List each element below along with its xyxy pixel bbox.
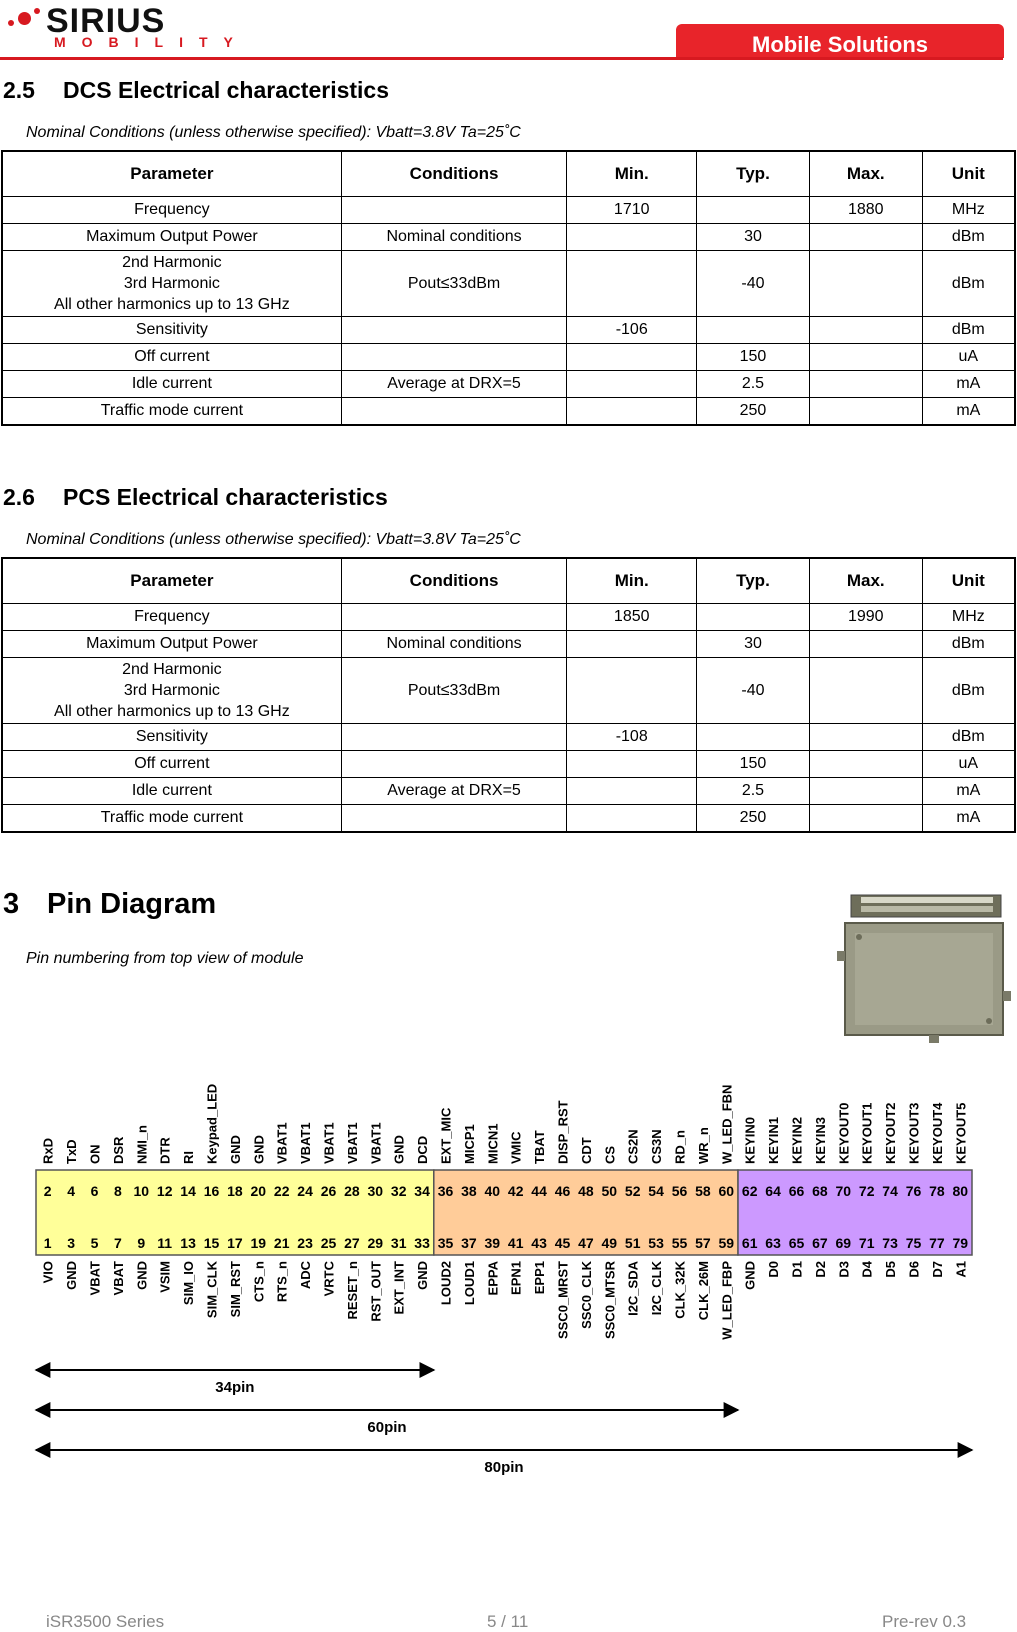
column-header: Min.: [567, 558, 697, 604]
pin-number-bottom: 29: [367, 1235, 384, 1251]
pin-label-top: CS3N: [649, 1129, 665, 1164]
table-cell: [567, 251, 697, 317]
pin-number-bottom: 61: [741, 1235, 758, 1251]
mobile-solutions-tab: Mobile Solutions: [676, 24, 1004, 58]
pin-label-top: CS: [602, 1145, 618, 1164]
pin-label-bottom: RST_OUT: [368, 1261, 384, 1322]
pin-label-top: CDT: [578, 1137, 594, 1164]
pin-label-top: RD_n: [672, 1130, 688, 1164]
pin-number-bottom: 71: [858, 1235, 875, 1251]
table-row: [2, 604, 1015, 631]
table-cell: [809, 778, 922, 805]
pin-label-bottom: A1: [953, 1261, 969, 1278]
table-cell: [341, 805, 567, 833]
table-cell: [697, 197, 810, 224]
table-cell: uA: [922, 751, 1015, 778]
pin-number-top: 14: [180, 1183, 196, 1199]
table-cell: dBm: [922, 631, 1015, 658]
table-cell: [809, 751, 922, 778]
table-cell: dBm: [922, 251, 1015, 317]
pin-label-bottom: GND: [415, 1261, 431, 1290]
table-cell: Sensitivity: [2, 724, 341, 751]
pin-number-bottom: 75: [905, 1235, 922, 1251]
pin-label-top: VBAT1: [368, 1122, 384, 1164]
table-cell: [809, 398, 922, 426]
pin-label-top: KEYIN0: [742, 1117, 758, 1164]
logo-wordmark: SIRIUS: [46, 2, 166, 40]
table-cell: 250: [697, 805, 810, 833]
pin-number-bottom: 59: [718, 1235, 735, 1251]
pin-label-top: GND: [227, 1135, 243, 1164]
table-cell: 30: [697, 631, 810, 658]
column-header: Conditions: [341, 151, 567, 197]
pin-number-bottom: 7: [114, 1235, 122, 1251]
pin-label-top: W_LED_FBN: [719, 1084, 735, 1164]
table-cell: dBm: [922, 724, 1015, 751]
table-cell: Average at DRX=5: [341, 371, 567, 398]
table-cell: [809, 251, 922, 317]
pin-label-bottom: LOUD1: [461, 1261, 477, 1306]
pin-number-bottom: 49: [601, 1235, 618, 1251]
pin-number-top: 38: [461, 1183, 477, 1199]
pin-number-bottom: 51: [624, 1235, 641, 1251]
table-cell: Average at DRX=5: [341, 778, 567, 805]
pin-label-top: KEYOUT1: [859, 1102, 875, 1164]
pin-label-bottom: VRTC: [321, 1261, 337, 1297]
pin-label-top: Keypad_LED: [204, 1083, 220, 1164]
pin-number-top: 16: [203, 1183, 220, 1199]
table-row: [2, 631, 1015, 658]
pin-number-top: 8: [114, 1183, 122, 1199]
pin-number-top: 52: [624, 1183, 641, 1199]
pin-number-top: 12: [156, 1183, 173, 1199]
pin-number-bottom: 15: [203, 1235, 220, 1251]
pin-diagram-note: Pin numbering from top view of module: [26, 950, 304, 967]
table-cell: Pout≤33dBm: [341, 658, 567, 724]
table-cell: 1990: [809, 604, 922, 631]
pin-number-top: 62: [741, 1183, 758, 1199]
table-cell: [809, 371, 922, 398]
table-cell: 1850: [567, 604, 697, 631]
pin-number-bottom: 17: [227, 1235, 243, 1251]
table-row: [2, 224, 1015, 251]
pin-label-top: RxD: [40, 1137, 56, 1164]
pin-number-top: 80: [952, 1183, 969, 1199]
table-cell: [809, 224, 922, 251]
pin-label-bottom: SSC0_CLK: [578, 1261, 594, 1329]
table-row: [2, 344, 1015, 371]
pin-label-bottom: VBAT: [87, 1261, 103, 1296]
pin-number-top: 36: [437, 1183, 454, 1199]
pin-label-top: KEYOUT4: [929, 1102, 945, 1164]
pin-label-top: GND: [391, 1135, 407, 1164]
table-cell: [567, 371, 697, 398]
table-cell: Traffic mode current: [2, 805, 341, 833]
pin-number-top: 72: [858, 1183, 875, 1199]
pin-label-top: NMI_n: [134, 1125, 150, 1164]
table-row: [2, 778, 1015, 805]
pin-number-bottom: 13: [180, 1235, 196, 1251]
pin-number-bottom: 27: [344, 1235, 360, 1251]
table-cell: [697, 317, 810, 344]
table-cell: 1880: [809, 197, 922, 224]
table-cell: [809, 344, 922, 371]
table-cell: MHz: [922, 604, 1015, 631]
table-row: [2, 805, 1015, 833]
pin-number-top: 64: [765, 1183, 781, 1199]
table-cell: [567, 778, 697, 805]
pin-number-bottom: 35: [437, 1235, 454, 1251]
table-cell: 2.5: [697, 778, 810, 805]
table-cell: dBm: [922, 317, 1015, 344]
footer-page-number: 5 / 11: [487, 1612, 529, 1631]
table-cell: 150: [697, 751, 810, 778]
table-cell: [341, 751, 567, 778]
logo-dots-icon: [6, 6, 46, 36]
pin-number-top: 78: [929, 1183, 945, 1199]
pin-label-top: DCD: [415, 1135, 431, 1164]
pin-number-top: 44: [531, 1183, 547, 1199]
pin-number-bottom: 5: [90, 1235, 99, 1251]
pin-number-bottom: 19: [250, 1235, 267, 1251]
table-cell: mA: [922, 778, 1015, 805]
table-cell: Maximum Output Power: [2, 224, 341, 251]
sirius-logo: [6, 2, 249, 56]
pin-label-top: DTR: [157, 1137, 173, 1164]
table-row: [2, 371, 1015, 398]
pin-label-top: RI: [181, 1151, 197, 1164]
pin-label-bottom: D2: [812, 1261, 828, 1278]
table-cell: 150: [697, 344, 810, 371]
pin-number-top: 66: [788, 1183, 805, 1199]
table-cell: Idle current: [2, 778, 341, 805]
pin-label-bottom: D6: [906, 1261, 922, 1278]
pin-diagram: [30, 1060, 990, 1480]
pin-number-bottom: 33: [414, 1235, 430, 1251]
table-row: [2, 751, 1015, 778]
pin-label-bottom: VBAT: [110, 1261, 126, 1296]
pin-number-bottom: 37: [461, 1235, 477, 1251]
table-row: [2, 724, 1015, 751]
pin-label-bottom: EXT_INT: [391, 1261, 407, 1315]
pin-number-top: 24: [297, 1183, 313, 1199]
table-cell: Frequency: [2, 197, 341, 224]
pin-label-bottom: SSC0_MTSR: [602, 1261, 618, 1340]
table-cell: 30: [697, 224, 810, 251]
column-header: Unit: [922, 151, 1015, 197]
table-cell: [341, 398, 567, 426]
footer-revision: Pre-rev 0.3: [882, 1612, 967, 1631]
table-header-row: [2, 558, 1015, 604]
table-cell: 250: [697, 398, 810, 426]
pin-label-top: VBAT1: [344, 1122, 360, 1164]
section-3-heading: 3 Pin Diagram: [3, 888, 217, 920]
pin-number-top: 34: [414, 1183, 430, 1199]
pin-number-bottom: 65: [788, 1235, 805, 1251]
table-cell: mA: [922, 371, 1015, 398]
column-header: Typ.: [697, 151, 810, 197]
column-header: Parameter: [2, 151, 341, 197]
pin-label-top: VBAT1: [298, 1122, 314, 1164]
pin-label-bottom: VSIM: [157, 1261, 173, 1293]
pin-label-top: KEYOUT3: [906, 1102, 922, 1164]
pin-label-top: VBAT1: [274, 1122, 290, 1164]
pin-number-top: 10: [133, 1183, 150, 1199]
table-row: [2, 317, 1015, 344]
pin-number-bottom: 77: [929, 1235, 945, 1251]
table-cell: MHz: [922, 197, 1015, 224]
table-cell: dBm: [922, 658, 1015, 724]
pin-label-bottom: D0: [766, 1261, 782, 1278]
pin-number-bottom: 3: [67, 1235, 75, 1251]
pin-label-bottom: RTS_n: [274, 1261, 290, 1303]
pin-label-top: MICP1: [461, 1124, 477, 1164]
pin-label-top: WR_n: [695, 1127, 711, 1164]
dcs-characteristics-table: [1, 150, 1016, 426]
pin-number-bottom: 31: [390, 1235, 407, 1251]
pin-label-bottom: EPP1: [532, 1261, 548, 1295]
table-cell: Sensitivity: [2, 317, 341, 344]
pin-number-top: 30: [367, 1183, 384, 1199]
pin-label-bottom: EPPA: [485, 1261, 501, 1296]
table-cell: [567, 631, 697, 658]
pin-label-bottom: CTS_n: [251, 1261, 267, 1303]
table-cell: 2nd Harmonic 3rd Harmonic All other harmonics up to 13 GHz: [2, 658, 341, 724]
pin-label-bottom: RESET_n: [344, 1261, 360, 1320]
table-cell: [809, 724, 922, 751]
pin-label-top: KEYOUT2: [883, 1102, 899, 1164]
table-cell: [567, 805, 697, 833]
pin-number-bottom: 25: [320, 1235, 337, 1251]
pin-label-bottom: CLK_32K: [672, 1261, 688, 1319]
pin-number-top: 48: [578, 1183, 594, 1199]
pin-number-top: 56: [671, 1183, 688, 1199]
table-cell: 2nd Harmonic 3rd Harmonic All other harmonics up to 13 GHz: [2, 251, 341, 317]
column-header: Typ.: [697, 558, 810, 604]
table-cell: mA: [922, 398, 1015, 426]
pin-label-bottom: D7: [929, 1261, 945, 1278]
section-2-5-note: Nominal Conditions (unless otherwise specified): Vbatt=3.8V Ta=25˚C: [26, 124, 521, 141]
table-cell: [567, 751, 697, 778]
pin-label-bottom: GND: [134, 1261, 150, 1290]
pin-number-top: 20: [250, 1183, 267, 1199]
table-cell: [341, 724, 567, 751]
table-cell: Nominal conditions: [341, 224, 567, 251]
column-header: Conditions: [341, 558, 567, 604]
pin-label-top: TxD: [64, 1139, 80, 1164]
pin-label-top: TBAT: [532, 1130, 548, 1164]
pin-number-top: 2: [43, 1183, 52, 1199]
pin-number-bottom: 57: [695, 1235, 711, 1251]
table-cell: -106: [567, 317, 697, 344]
pin-label-bottom: ADC: [298, 1261, 314, 1290]
pin-label-bottom: SIM_RST: [227, 1261, 243, 1318]
table-cell: [697, 724, 810, 751]
pin-label-top: KEYIN3: [812, 1117, 828, 1164]
pin-label-bottom: D1: [789, 1261, 805, 1278]
pin-label-top: KEYIN2: [789, 1117, 805, 1164]
column-header: Parameter: [2, 558, 341, 604]
pin-number-top: 32: [390, 1183, 407, 1199]
table-cell: Maximum Output Power: [2, 631, 341, 658]
pin-number-bottom: 53: [648, 1235, 664, 1251]
table-cell: 1710: [567, 197, 697, 224]
pin-number-bottom: 11: [157, 1235, 173, 1251]
pin-label-bottom: GND: [742, 1261, 758, 1290]
pin-number-top: 42: [507, 1183, 524, 1199]
table-cell: Traffic mode current: [2, 398, 341, 426]
pin-label-bottom: LOUD2: [438, 1261, 454, 1306]
table-cell: [809, 631, 922, 658]
table-row: [2, 398, 1015, 426]
table-cell: Nominal conditions: [341, 631, 567, 658]
table-cell: [567, 344, 697, 371]
pin-label-bottom: GND: [64, 1261, 80, 1290]
pin-number-top: 74: [882, 1183, 898, 1199]
footer-series: iSR3500 Series: [46, 1612, 165, 1631]
table-cell: [809, 317, 922, 344]
table-header-row: [2, 151, 1015, 197]
pin-number-top: 4: [67, 1183, 75, 1199]
pin-label-top: CS2N: [625, 1129, 641, 1164]
pin-label-top: KEYOUT5: [953, 1102, 969, 1164]
table-cell: [567, 224, 697, 251]
pin-number-top: 18: [227, 1183, 243, 1199]
pin-label-bottom: SIM_IO: [181, 1261, 197, 1306]
table-row: [2, 658, 1015, 724]
column-header: Min.: [567, 151, 697, 197]
pin-label-top: ON: [87, 1144, 103, 1164]
pin-number-bottom: 79: [952, 1235, 969, 1251]
column-header: Max.: [809, 151, 922, 197]
pin-number-bottom: 39: [484, 1235, 501, 1251]
table-row: [2, 251, 1015, 317]
pin-number-top: 40: [484, 1183, 501, 1199]
table-row: [2, 197, 1015, 224]
pin-label-bottom: I2C_SDA: [625, 1261, 641, 1316]
pin-number-bottom: 63: [765, 1235, 781, 1251]
table-cell: Off current: [2, 344, 341, 371]
pin-label-top: KEYOUT0: [836, 1102, 852, 1164]
table-cell: Pout≤33dBm: [341, 251, 567, 317]
pin-number-bottom: 47: [578, 1235, 594, 1251]
pin-number-bottom: 1: [43, 1235, 52, 1251]
table-cell: Idle current: [2, 371, 341, 398]
pin-number-top: 26: [320, 1183, 337, 1199]
pin-label-top: GND: [251, 1135, 267, 1164]
pin-number-bottom: 69: [835, 1235, 852, 1251]
table-cell: -40: [697, 658, 810, 724]
pin-number-bottom: 73: [882, 1235, 898, 1251]
pcs-characteristics-table: [1, 557, 1016, 833]
section-2-6-heading: 2.6 PCS Electrical characteristics: [3, 484, 388, 510]
table-cell: Off current: [2, 751, 341, 778]
table-cell: -40: [697, 251, 810, 317]
table-cell: [697, 604, 810, 631]
pin-label-bottom: W_LED_FBP: [719, 1261, 735, 1340]
pin-number-bottom: 55: [671, 1235, 688, 1251]
pin-number-top: 70: [835, 1183, 852, 1199]
pin-label-top: DISP_RST: [555, 1100, 571, 1164]
pin-number-top: 22: [273, 1183, 290, 1199]
pin-number-top: 68: [812, 1183, 828, 1199]
pin-label-top: KEYIN1: [766, 1117, 782, 1164]
pin-number-bottom: 43: [531, 1235, 547, 1251]
column-header: Max.: [809, 558, 922, 604]
dimension-label: 60pin: [367, 1419, 407, 1436]
table-cell: -108: [567, 724, 697, 751]
pin-label-bottom: CLK_26M: [695, 1261, 711, 1321]
table-cell: mA: [922, 805, 1015, 833]
pin-number-bottom: 9: [137, 1235, 146, 1251]
pin-label-top: MICN1: [485, 1123, 501, 1164]
pin-label-bottom: D4: [859, 1261, 875, 1278]
dimension-label: 34pin: [215, 1379, 255, 1396]
pin-number-top: 58: [695, 1183, 711, 1199]
column-header: Unit: [922, 558, 1015, 604]
pin-number-bottom: 21: [273, 1235, 290, 1251]
pin-number-top: 28: [344, 1183, 360, 1199]
pin-label-top: EXT_MIC: [438, 1107, 454, 1164]
pin-number-bottom: 45: [554, 1235, 571, 1251]
pin-label-top: VBAT1: [321, 1122, 337, 1164]
table-cell: [567, 658, 697, 724]
pin-number-top: 50: [601, 1183, 618, 1199]
pin-number-bottom: 67: [812, 1235, 828, 1251]
pin-number-top: 46: [554, 1183, 571, 1199]
section-2-6-note: Nominal Conditions (unless otherwise specified): Vbatt=3.8V Ta=25˚C: [26, 531, 521, 548]
pin-number-top: 60: [718, 1183, 735, 1199]
module-photo-image: [833, 889, 1013, 1044]
pin-label-bottom: EPN1: [508, 1261, 524, 1295]
table-cell: dBm: [922, 224, 1015, 251]
table-cell: [341, 604, 567, 631]
table-cell: [341, 197, 567, 224]
pin-number-bottom: 23: [297, 1235, 313, 1251]
table-cell: uA: [922, 344, 1015, 371]
pin-number-bottom: 41: [507, 1235, 524, 1251]
table-cell: [341, 317, 567, 344]
table-cell: [809, 805, 922, 833]
pin-label-bottom: D3: [836, 1261, 852, 1278]
table-cell: [809, 658, 922, 724]
pin-label-top: DSR: [110, 1136, 126, 1164]
logo-subtitle: MOBILITY: [54, 34, 249, 50]
pin-label-bottom: VIO: [40, 1261, 56, 1284]
pin-number-top: 6: [90, 1183, 99, 1199]
pin-number-top: 76: [905, 1183, 922, 1199]
header-rule: [0, 57, 1003, 60]
dimension-label: 80pin: [484, 1459, 524, 1476]
pin-label-bottom: SIM_CLK: [204, 1261, 220, 1319]
table-cell: [341, 344, 567, 371]
pin-label-bottom: I2C_CLK: [649, 1261, 665, 1316]
pin-label-bottom: SSC0_MRST: [555, 1261, 571, 1340]
table-cell: 2.5: [697, 371, 810, 398]
pin-label-top: VMIC: [508, 1131, 524, 1164]
section-2-5-heading: 2.5 DCS Electrical characteristics: [3, 77, 390, 103]
table-cell: [567, 398, 697, 426]
pin-number-top: 54: [648, 1183, 664, 1199]
table-cell: Frequency: [2, 604, 341, 631]
pin-label-bottom: D5: [883, 1261, 899, 1278]
